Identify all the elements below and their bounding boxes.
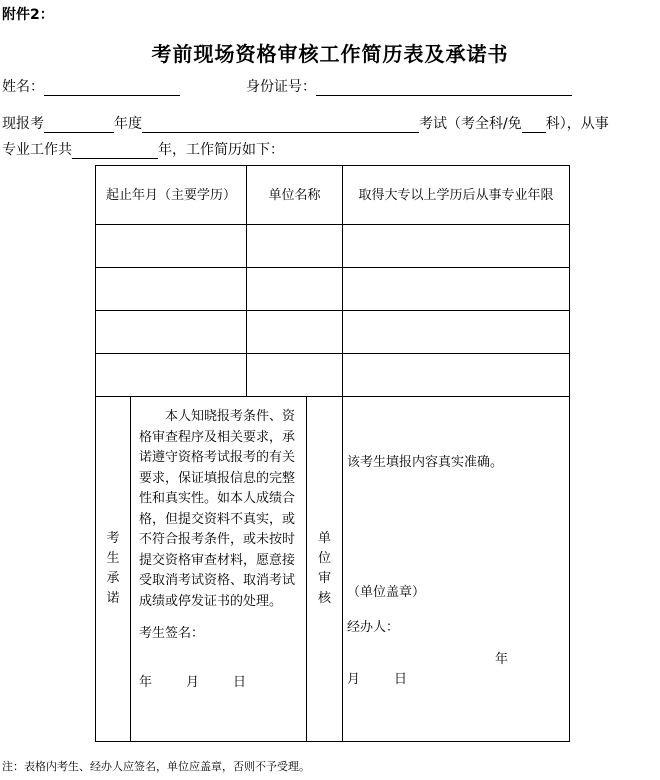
exam-name-input-line[interactable] <box>142 118 419 133</box>
years-cell[interactable] <box>343 354 570 397</box>
exam-level-input-line[interactable] <box>44 118 114 133</box>
unit-name-cell[interactable] <box>247 225 343 268</box>
exam-year-label: 年度 <box>114 116 142 132</box>
pledge-text: 本人知晓报考条件、资格审查程序及相关要求，承诺遵守资格考试报考的有关要求，保证填报信息的完整性和真实性。如本人成绩合格，但提交资料不真实，或不符合报考条件，或未按时提交资格审查材料，愿意接受取消考试资格、取消考试成绩或停发证书的处理。 <box>139 409 296 609</box>
work-years-row <box>2 139 284 159</box>
unit-date-year: 年 <box>495 652 509 667</box>
table-row <box>96 225 570 268</box>
unit-review-cell <box>343 397 570 742</box>
resume-table <box>95 165 570 742</box>
unit-review-label: 单 位 审 核 <box>307 397 343 742</box>
years-cell[interactable] <box>343 311 570 354</box>
name-input-line[interactable] <box>44 81 180 96</box>
form-title: 考前现场资格审核工作简历表及承诺书 <box>151 42 509 66</box>
pledge-row <box>96 397 570 742</box>
header-years: 取得大专以上学历后从事专业年限 <box>343 166 570 225</box>
exam-info-row <box>2 113 609 133</box>
id-input-line[interactable] <box>316 81 572 96</box>
attachment-label: 附件2： <box>2 7 54 23</box>
table-row <box>96 268 570 311</box>
id-field-row <box>246 76 572 96</box>
exempt-subject-input-line[interactable] <box>522 118 546 133</box>
exam-subject-label: 考试（考全科/免 <box>419 116 522 132</box>
period-cell[interactable] <box>96 225 247 268</box>
id-label: 身份证号： <box>246 79 316 95</box>
exam-suffix: 科），从事 <box>545 116 609 132</box>
period-cell[interactable] <box>96 268 247 311</box>
table-row <box>96 311 570 354</box>
candidate-pledge-label: 考 生 承 诺 <box>96 397 131 742</box>
unit-name-cell[interactable] <box>247 268 343 311</box>
period-cell[interactable] <box>96 354 247 397</box>
name-label: 姓名： <box>2 79 44 95</box>
unit-date-month-day: 月 日 <box>347 672 408 687</box>
candidate-signature-label: 考生签名： <box>139 626 205 641</box>
exam-prefix: 现报考 <box>2 116 44 132</box>
period-cell[interactable] <box>96 311 247 354</box>
work-years-prefix: 专业工作共 <box>2 142 72 158</box>
table-header-row <box>96 166 570 225</box>
unit-name-cell[interactable] <box>247 311 343 354</box>
years-cell[interactable] <box>343 225 570 268</box>
years-cell[interactable] <box>343 268 570 311</box>
name-field-row <box>2 76 180 96</box>
footnote: 注：表格内考生、经办人应签名，单位应盖章，否则不予受理。 <box>2 760 310 773</box>
header-period: 起止年月（主要学历） <box>96 166 247 225</box>
handler-label: 经办人： <box>347 620 400 635</box>
unit-name-cell[interactable] <box>247 354 343 397</box>
table-row <box>96 354 570 397</box>
pledge-cell <box>131 397 307 742</box>
unit-statement: 该考生填报内容真实准确。 <box>347 455 504 470</box>
header-unit-name: 单位名称 <box>247 166 343 225</box>
work-years-suffix: 年，工作简历如下： <box>158 142 284 158</box>
candidate-date: 年 月 日 <box>139 674 247 690</box>
unit-stamp-label: （单位盖章） <box>347 585 426 600</box>
work-years-input-line[interactable] <box>72 144 158 159</box>
